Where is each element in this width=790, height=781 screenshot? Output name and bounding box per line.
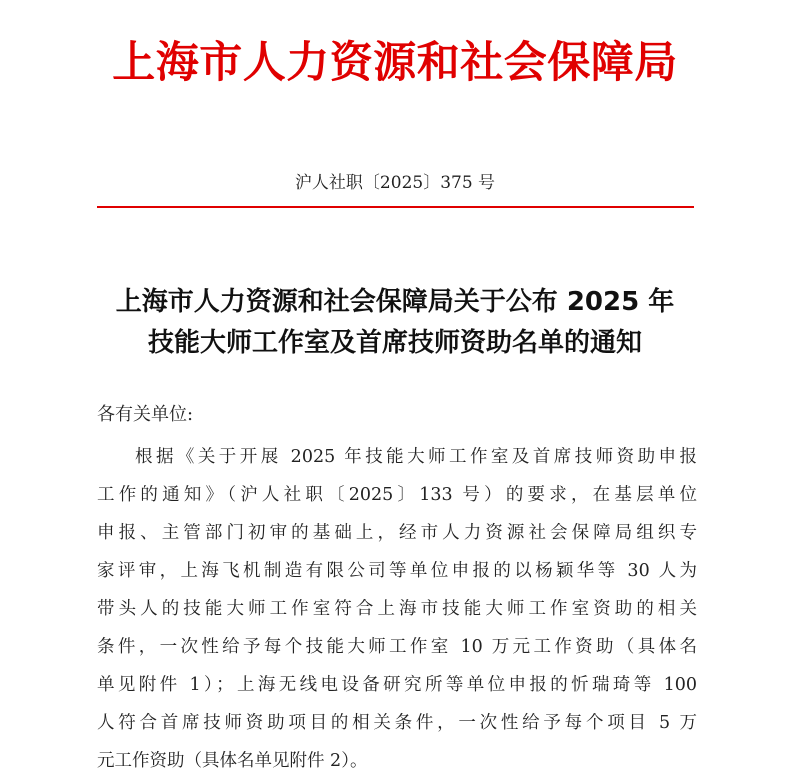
body-line: 家评审，上海飞机制造有限公司等单位申报的以杨颖华等 30 人为: [97, 561, 697, 581]
body-line: 人符合首席技师资助项目的相关条件，一次性给予每个项目 5 万: [97, 713, 697, 733]
body-line: 单见附件 1）；上海无线电设备研究所等单位申报的忻瑞琦等 100: [97, 675, 697, 695]
body-line: 根据《关于开展 2025 年技能大师工作室及首席技师资助申报: [135, 447, 697, 467]
document-number: 沪人社职〔2025〕375 号: [294, 173, 496, 193]
body-line: 工作的通知》（沪人社职〔2025〕133 号）的要求，在基层单位: [97, 485, 697, 505]
body-paragraph: [97, 438, 697, 780]
agency-masthead: 上海市人力资源和社会保障局: [112, 38, 678, 88]
body-line: 元工作资助（具体名单见附件 2）。: [97, 751, 368, 771]
notice-title: [60, 282, 730, 364]
body-line: 带头人的技能大师工作室符合上海市技能大师工作室资助的相关: [97, 599, 697, 619]
notice-title-line-2: 技能大师工作室及首席技师资助名单的通知: [147, 328, 642, 358]
red-divider-line: [97, 206, 694, 208]
notice-title-line-1: 上海市人力资源和社会保障局关于公布 2025 年: [115, 287, 675, 317]
salutation: 各有关单位:: [97, 404, 194, 425]
body-line: 条件，一次性给予每个技能大师工作室 10 万元工作资助（具体名: [97, 637, 697, 657]
body-line: 申报、主管部门初审的基础上，经市人力资源社会保障局组织专: [97, 523, 697, 543]
